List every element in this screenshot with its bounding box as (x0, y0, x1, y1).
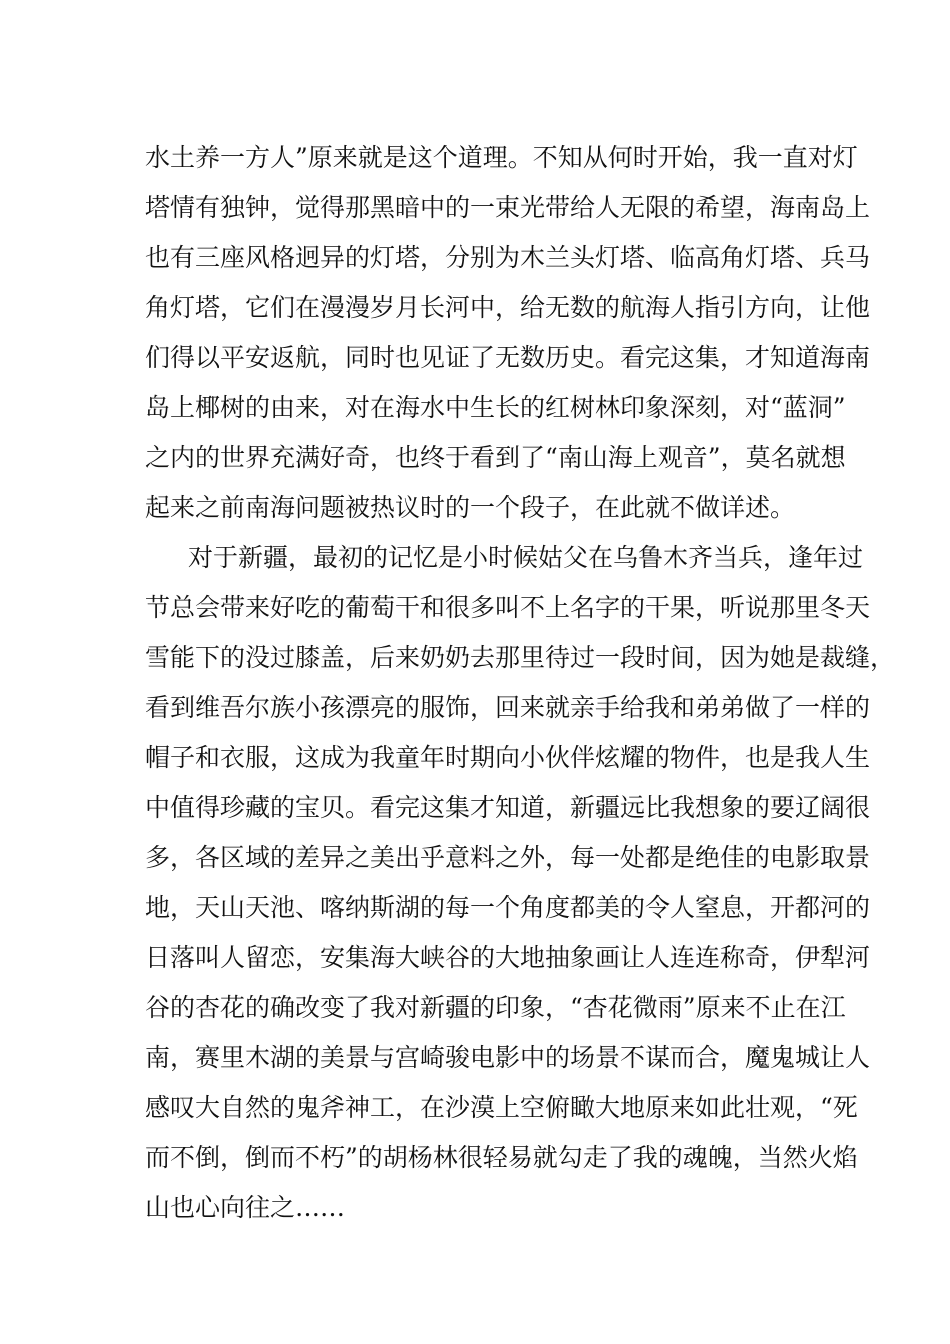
text-line: 水土养一方人”原来就是这个道理。不知从何时开始，我一直对灯 (145, 143, 858, 172)
text-line: 日落叫人留恋，安集海大峡谷的大地抽象画让人连连称奇，伊犁河 (145, 943, 871, 972)
body-text (145, 133, 896, 1233)
text-line: 多，各区域的差异之美出乎意料之外，每一处都是绝佳的电影取景 (145, 843, 871, 872)
text-line: 地，天山天池、喀纳斯湖的每一个角度都美的令人窒息，开都河的 (145, 893, 871, 922)
text-line: 之内的世界充满好奇，也终于看到了“南山海上观音”，莫名就想 (145, 443, 846, 472)
text-line: 角灯塔，它们在漫漫岁月长河中，给无数的航海人指引方向，让他 (145, 293, 871, 322)
paragraph-hainan (145, 133, 871, 533)
text-line: 也有三座风格迥异的灯塔，分别为木兰头灯塔、临高角灯塔、兵马 (145, 243, 871, 272)
text-line: 感叹大自然的鬼斧神工，在沙漠上空俯瞰大地原来如此壮观，“死 (145, 1093, 858, 1122)
text-line: 对于新疆，最初的记忆是小时候姑父在乌鲁木齐当兵，逢年过 (188, 543, 864, 572)
text-line: 岛上椰树的由来，对在海水中生长的红树林印象深刻，对“蓝洞” (145, 393, 846, 422)
text-line: 看到维吾尔族小孩漂亮的服饰，回来就亲手给我和弟弟做了一样的 (145, 693, 871, 722)
text-line: 塔情有独钟，觉得那黑暗中的一束光带给人无限的希望，海南岛上 (145, 193, 871, 222)
text-line: 雪能下的没过膝盖，后来奶奶去那里待过一段时间，因为她是裁缝， (145, 643, 896, 672)
text-line: 起来之前南海问题被热议时的一个段子，在此就不做详述。 (145, 493, 796, 522)
text-line: 南，赛里木湖的美景与宫崎骏电影中的场景不谋而合，魔鬼城让人 (145, 1043, 871, 1072)
text-line: 而不倒，倒而不朽”的胡杨林很轻易就勾走了我的魂魄，当然火焰 (145, 1143, 858, 1172)
paragraph-xinjiang (145, 533, 896, 1233)
text-line: 中值得珍藏的宝贝。看完这集才知道，新疆远比我想象的要辽阔很 (145, 793, 871, 822)
text-line: 帽子和衣服，这成为我童年时期向小伙伴炫耀的物件，也是我人生 (145, 743, 871, 772)
text-line: 们得以平安返航，同时也见证了无数历史。看完这集，才知道海南 (145, 343, 871, 372)
text-line: 山也心向往之…… (145, 1193, 346, 1222)
text-line: 节总会带来好吃的葡萄干和很多叫不上名字的干果，听说那里冬天 (145, 593, 871, 622)
text-line: 谷的杏花的确改变了我对新疆的印象，“杏花微雨”原来不止在江 (145, 993, 846, 1022)
